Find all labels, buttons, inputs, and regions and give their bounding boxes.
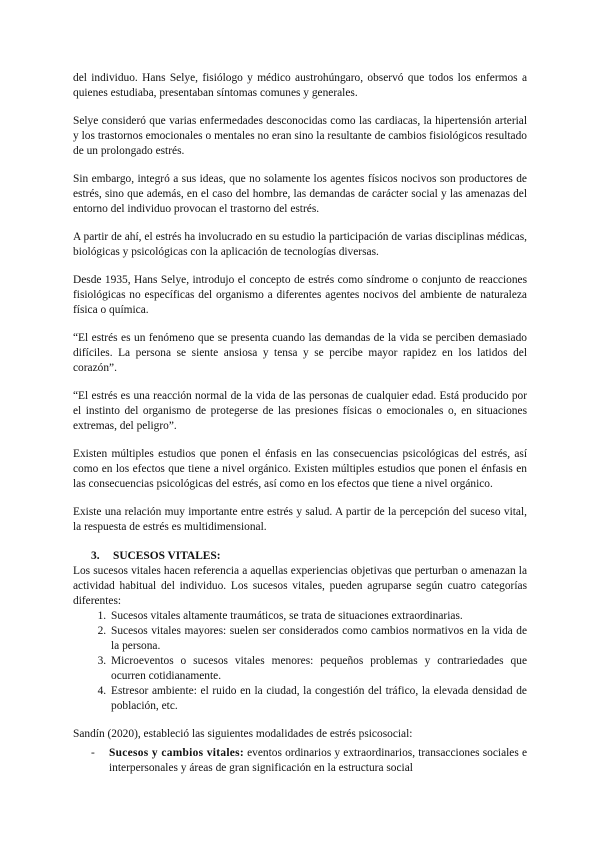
paragraph: Existe una relación muy importante entre estrés y salud. A partir de la percepción del suceso vital, la respuesta de estrés es multidimensional.	[73, 506, 527, 533]
section-intro: Los sucesos vitales hacen referencia a aquellas experiencias objetivas que perturban o amenazan la actividad habitual del individuo. Los sucesos vitales, pueden agruparse según cuatro categorías diferentes:	[73, 565, 527, 607]
section-title: SUCESOS VITALES:	[113, 550, 221, 562]
list-item-term: Sucesos y cambios vitales:	[109, 747, 244, 759]
paragraph: Existen múltiples estudios que ponen el énfasis en las consecuencias psicológicas del estrés, así como en los efectos que tiene a nivel orgánico. Existen múltiples estudios que ponen el énfasis en las consecuencias psicológicas del estrés, así como en los efectos que tiene a nivel orgánico.	[73, 448, 527, 490]
quote-paragraph: “El estrés es un fenómeno que se presenta cuando las demandas de la vida se perciben demasiado difíciles. La persona se siente ansiosa y tensa y se percibe mayor rapidez en los latidos del corazón”.	[73, 332, 527, 374]
list-item: 3. Microeventos o sucesos vitales menores: pequeños problemas y contrariedades que ocurren cotidianamente.	[109, 654, 527, 684]
list-item-text: eventos ordinarios y extraordinarios, transacciones sociales e interpersonales y áreas de gran significación en la estructura social	[109, 747, 527, 774]
dash-bullet: -	[91, 747, 95, 759]
section-number: 3.	[91, 550, 100, 562]
list-item: 1. Sucesos vitales altamente traumáticos, se trata de situaciones extraordinarias.	[109, 609, 527, 624]
modalities-list	[91, 746, 527, 776]
category-list	[73, 609, 527, 714]
list-item: 2. Sucesos vitales mayores: suelen ser considerados como cambios normativos en la vida de la persona.	[109, 624, 527, 654]
paragraph: A partir de ahí, el estrés ha involucrado en su estudio la participación de varias disciplinas médicas, biológicas y psicológicas con la aplicación de tecnologías diversas.	[73, 231, 527, 258]
sandin-intro: Sandín (2020), estableció las siguientes modalidades de estrés psicosocial:	[73, 728, 413, 740]
quote-paragraph: “El estrés es una reacción normal de la vida de las personas de cualquier edad. Está producido por el instinto del organismo de protegerse de las presiones físicas o emocionales o, en situaciones extremas, del peligro”.	[73, 390, 527, 432]
paragraph: del individuo. Hans Selye, fisiólogo y médico austrohúngaro, observó que todos los enfermos a quienes estudiaba, presentaban síntomas comunes y generales.	[73, 72, 527, 99]
paragraph: Sin embargo, integró a sus ideas, que no solamente los agentes físicos nocivos son productores de estrés, sino que además, en el caso del hombre, las demandas de carácter social y las amenazas del entorno del individuo provocan el trastorno del estrés.	[73, 173, 527, 215]
list-item	[91, 746, 527, 776]
section-heading	[91, 549, 527, 564]
paragraph: Desde 1935, Hans Selye, introdujo el concepto de estrés como síndrome o conjunto de reacciones fisiológicas no específicas del organismo a diferentes agentes nocivos del ambiente de naturaleza física o química.	[73, 274, 527, 316]
paragraph: Selye consideró que varias enfermedades desconocidas como las cardiacas, la hipertensión arterial y los trastornos emocionales o mentales no eran sino la resultante de cambios fisiológicos resultado de un prolongado estrés.	[73, 115, 527, 157]
list-item: 4. Estresor ambiente: el ruido en la ciudad, la congestión del tráfico, la elevada densidad de población, etc.	[109, 684, 527, 714]
